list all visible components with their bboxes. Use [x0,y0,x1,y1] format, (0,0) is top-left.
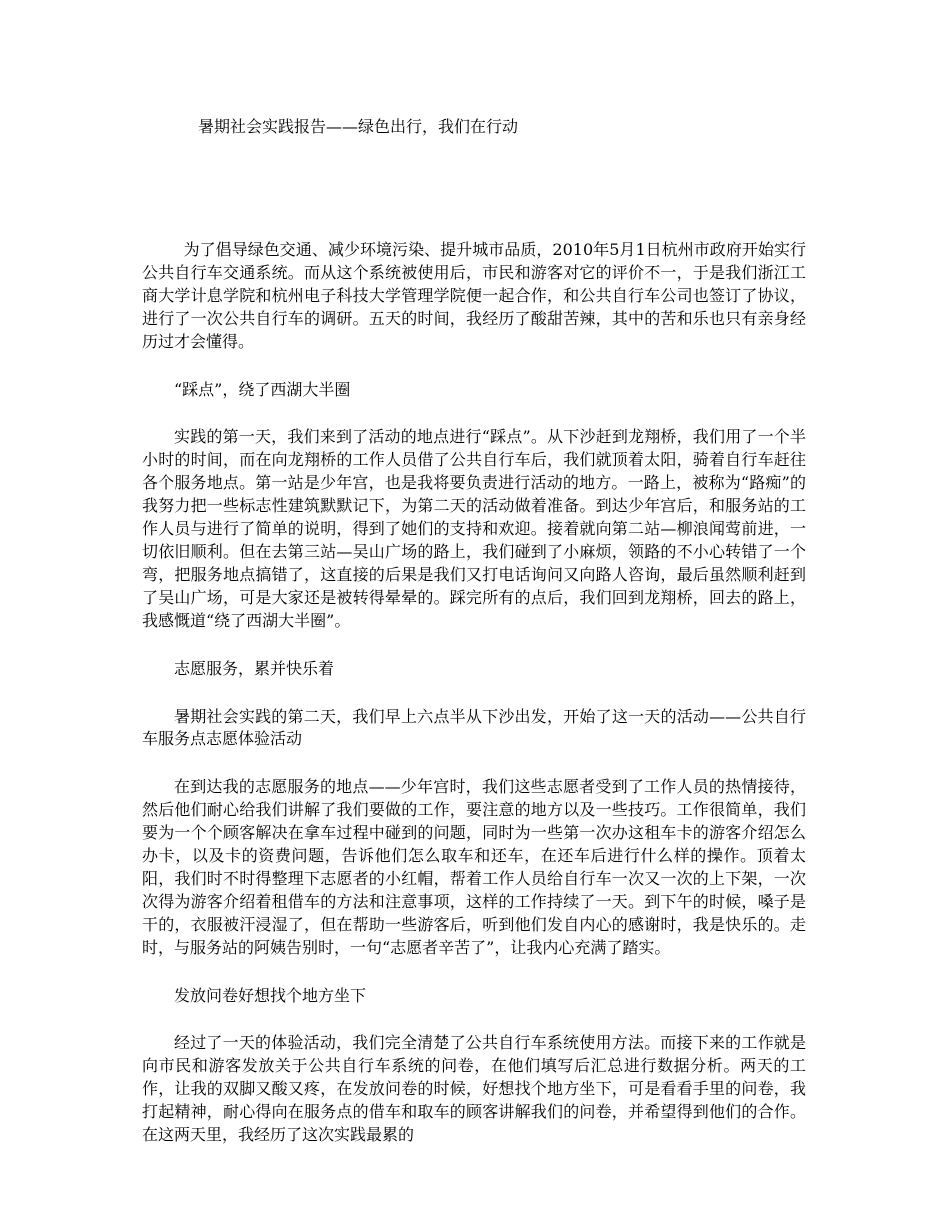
paragraph-gap [142,681,806,706]
paragraph-gap [142,960,806,985]
section-paragraph-stepping-points: 实践的第一天，我们来到了活动的地点进行“踩点”。从下沙赶到龙翔桥，我们用了一个半小时的时间，而在向龙翔桥的工作人员借了公共自行车后，我们就顶着太阳，骑着自行车赶往各个服务地点。第一站是少年宫，也是我将要负责进行活动的地方。一路上，被称为“路痴”的我努力把一些标志性建筑默默记下，为第二天的活动做着准备。到达少年宫后，和服务站的工作人员与进行了简单的说明，得到了她们的支持和欢迎。接着就向第二站—柳浪闻莺前进，一切依旧顺利。但在去第三站—吴山广场的路上，我们碰到了小麻烦，领路的不小心转错了一个弯，把服务地点搞错了，这直接的后果是我们又打电话询问又向路人咨询，最后虽然顺利赶到了吴山广场，可是大家还是被转得晕晕的。踩完所有的点后，我们回到龙翔桥，回去的路上，我感慨道“绕了西湖大半圈”。 [142,427,806,630]
section-paragraph-volunteer-intro: 暑期社会实践的第二天，我们早上六点半从下沙出发，开始了这一天的活动——公共自行车服务点志愿体验活动 [142,706,806,749]
paragraph-gap [142,633,806,658]
section-heading-questionnaire: 发放问卷好想找个地方坐下 [174,985,367,1005]
section-heading-stepping-points: “踩点”，绕了西湖大半圈 [174,379,351,399]
paragraph-gap [142,1007,806,1032]
section-paragraph-volunteer-detail: 在到达我的志愿服务的地点——少年宫时，我们这些志愿者受到了工作人员的热情接待，然后他们耐心给我们讲解了我们要做的工作，要注意的地方以及一些技巧。工作很简单，我们要为一个个顾客解决在拿车过程中碰到的问题，同时为一些第一次办这租车卡的游客介绍怎么办卡，以及卡的资费问题，告诉他们怎么取车和还车，在还车后进行什么样的操作。顶着太阳，我们时不时得整理下志愿者的小红帽，帮着工作人员给自行车一次又一次的上下架，一次次得为游客介绍着租借车的方法和注意事项，这样的工作持续了一天。到下午的时候，嗓子是干的，衣服被汗浸湿了，但在帮助一些游客后，听到他们发自内心的感谢时，我是快乐的。走时，与服务站的阿姨告别时，一句“志愿者辛苦了”，让我内心充满了踏实。 [142,777,806,957]
document-title: 暑期社会实践报告——绿色出行，我们在行动 [198,117,519,136]
section-heading-volunteer: 志愿服务，累并快乐着 [174,658,335,678]
intro-paragraph: 为了倡导绿色交通、减少环境污染、提升城市品质，2010年5月1日杭州市政府开始实行公共自行车交通系统。而从这个系统被使用后，市民和游客对它的评价不一，于是我们浙江工商大学计息学院和杭州电子科技大学管理学院便一起合作，和公共自行车公司也签订了协议，进行了一次公共自行车的调研。五天的时间，我经历了酸甜苦辣，其中的苦和乐也只有亲身经历过才会懂得。 [142,240,806,351]
paragraph-gap [142,401,806,426]
paragraph-gap [142,354,806,379]
section-paragraph-questionnaire: 经过了一天的体验活动，我们完全清楚了公共自行车系统使用方法。而接下来的工作就是向市民和游客发放关于公共自行车系统的问卷，在他们填写后汇总进行数据分析。两天的工作，让我的双脚又酸又疼，在发放问卷的时候，好想找个地方坐下，可是看看手里的问卷，我打起精神，耐心得向在服务点的借车和取车的顾客讲解我们的问卷，并希望得到他们的合作。在这两天里，我经历了这次实践最累的 [142,1033,806,1145]
document-body [142,239,806,1147]
paragraph-gap [142,751,806,776]
